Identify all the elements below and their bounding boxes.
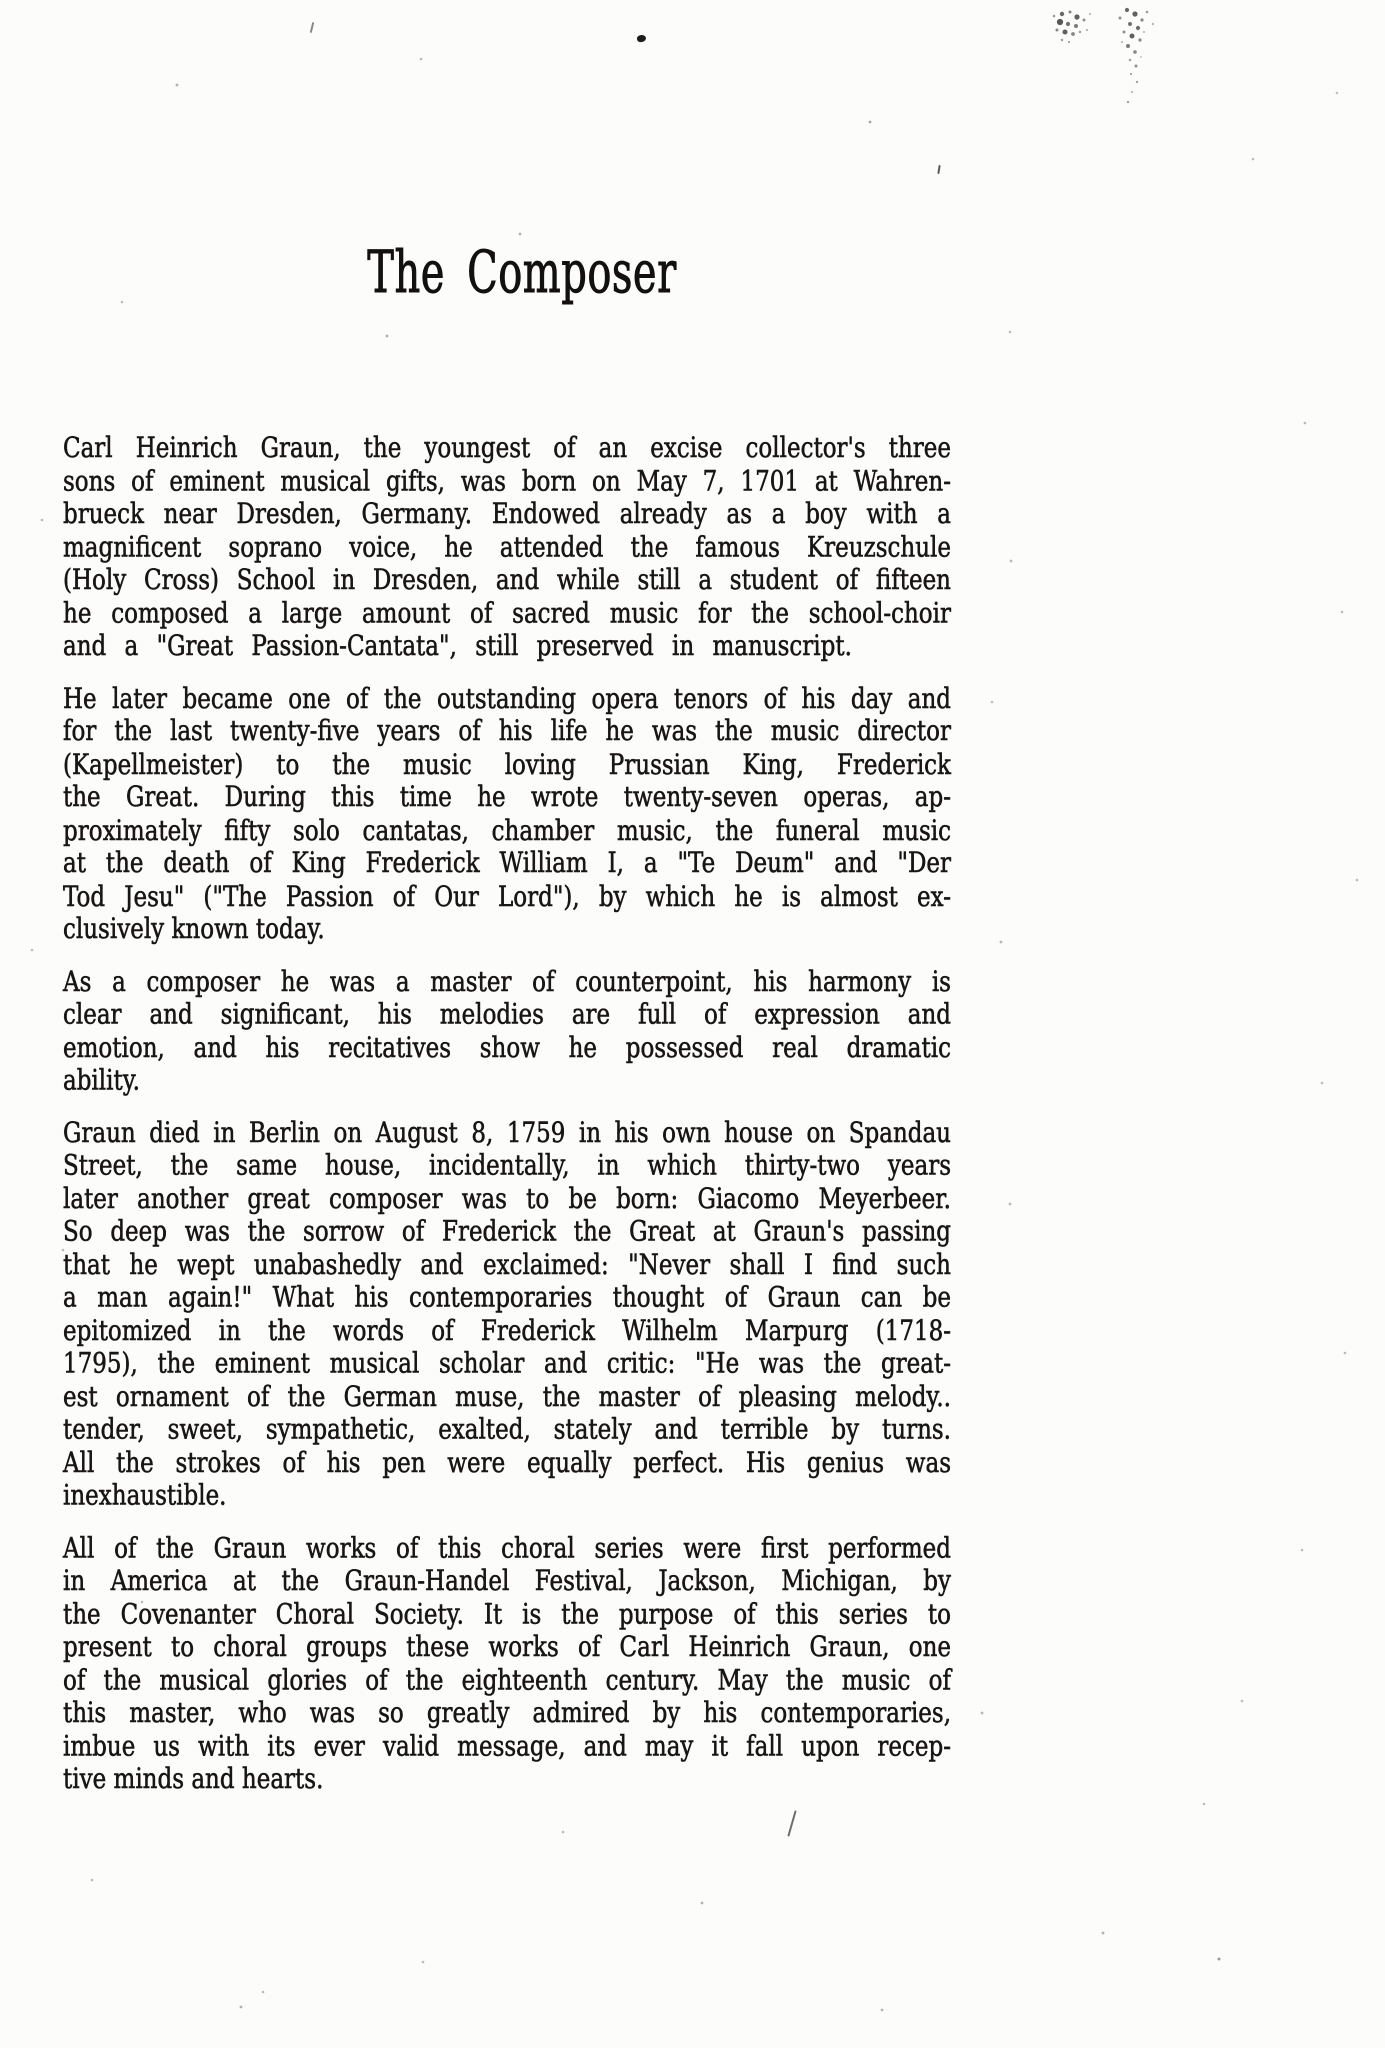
- scan-speck-mark: [310, 22, 315, 33]
- text-line: As a composer he was a master of counterpoint, his harmony is: [63, 966, 951, 998]
- text-line: magnificent soprano voice, he attended the famous Kreuzschule: [63, 532, 951, 564]
- text-line: Street, the same house, incidentally, in which thirty-two years: [63, 1150, 951, 1182]
- text-line: this master, who was so greatly admired by his contemporaries,: [63, 1697, 951, 1729]
- paragraph-1: [63, 433, 951, 664]
- text-line: brueck near Dresden, Germany. Endowed already as a boy with a: [63, 499, 951, 531]
- text-line: emotion, and his recitatives show he possessed real dramatic: [63, 1032, 951, 1064]
- ink-smudge: [1032, 2, 1164, 118]
- text-line: sons of eminent musical gifts, was born on May 7, 1701 at Wahren-: [63, 466, 951, 498]
- text-line: Tod Jesu" ("The Passion of Our Lord"), by which he is almost ex-: [63, 881, 951, 913]
- page-title: The Composer: [367, 240, 677, 307]
- text-line: epitomized in the words of Frederick Wilhelm Marpurg (1718-: [63, 1315, 951, 1347]
- text-line: (Kapellmeister) to the music loving Prussian King, Frederick: [63, 749, 951, 781]
- text-line: est ornament of the German muse, the master of pleasing melody..: [63, 1381, 951, 1413]
- text-line: the Covenanter Choral Society. It is the purpose of this series to: [63, 1598, 951, 1630]
- text-line: proximately fifty solo cantatas, chamber music, the funeral music: [63, 815, 951, 847]
- document-body: [63, 433, 951, 1816]
- scan-tick-mark: [937, 165, 940, 174]
- text-line: of the musical glories of the eighteenth century. May the music of: [63, 1664, 951, 1696]
- text-line: at the death of King Frederick William I, a "Te Deum" and "Der: [63, 848, 951, 880]
- text-line: in America at the Graun-Handel Festival, Jackson, Michigan, by: [63, 1565, 951, 1597]
- text-line: tender, sweet, sympathetic, exalted, stately and terrible by turns.: [63, 1414, 951, 1446]
- text-line: ability.: [63, 1065, 140, 1097]
- text-line: present to choral groups these works of Carl Heinrich Graun, one: [63, 1631, 951, 1663]
- text-line: clear and significant, his melodies are full of expression and: [63, 999, 951, 1031]
- text-line: a man again!" What his contemporaries thought of Graun can be: [63, 1282, 951, 1314]
- paragraph-4: [63, 1118, 951, 1514]
- text-line: the Great. During this time he wrote twenty-seven operas, ap-: [63, 782, 951, 814]
- text-line: for the last twenty-five years of his life he was the music director: [63, 716, 951, 748]
- ink-dot: [636, 34, 646, 43]
- paragraph-3: [63, 966, 951, 1098]
- paragraph-2: [63, 683, 951, 947]
- text-line: So deep was the sorrow of Frederick the Great at Graun's passing: [63, 1216, 951, 1248]
- text-line: All of the Graun works of this choral series were first performed: [63, 1532, 951, 1564]
- text-line: All the strokes of his pen were equally perfect. His genius was: [63, 1447, 951, 1479]
- text-line: he composed a large amount of sacred music for the school-choir: [63, 598, 951, 630]
- text-line: later another great composer was to be born: Giacomo Meyerbeer.: [63, 1183, 951, 1215]
- text-line: that he wept unabashedly and exclaimed: "Never shall I find such: [63, 1249, 951, 1281]
- text-line: Carl Heinrich Graun, the youngest of an excise collector's three: [63, 433, 951, 465]
- text-line: Graun died in Berlin on August 8, 1759 in his own house on Spandau: [63, 1117, 951, 1149]
- text-line: 1795), the eminent musical scholar and critic: "He was the great-: [63, 1348, 951, 1380]
- scan-specks: [0, 0, 2, 2]
- paragraph-5: [63, 1533, 951, 1797]
- text-line: He later became one of the outstanding opera tenors of his day and: [63, 683, 951, 715]
- text-line: tive minds and hearts.: [63, 1763, 324, 1795]
- text-line: clusively known today.: [63, 914, 325, 946]
- text-line: and a "Great Passion-Cantata", still preserved in manuscript.: [63, 631, 852, 663]
- text-line: imbue us with its ever valid message, and may it fall upon recep-: [63, 1730, 951, 1762]
- text-line: inexhaustible.: [63, 1480, 227, 1512]
- text-line: (Holy Cross) School in Dresden, and while still a student of fifteen: [63, 565, 951, 597]
